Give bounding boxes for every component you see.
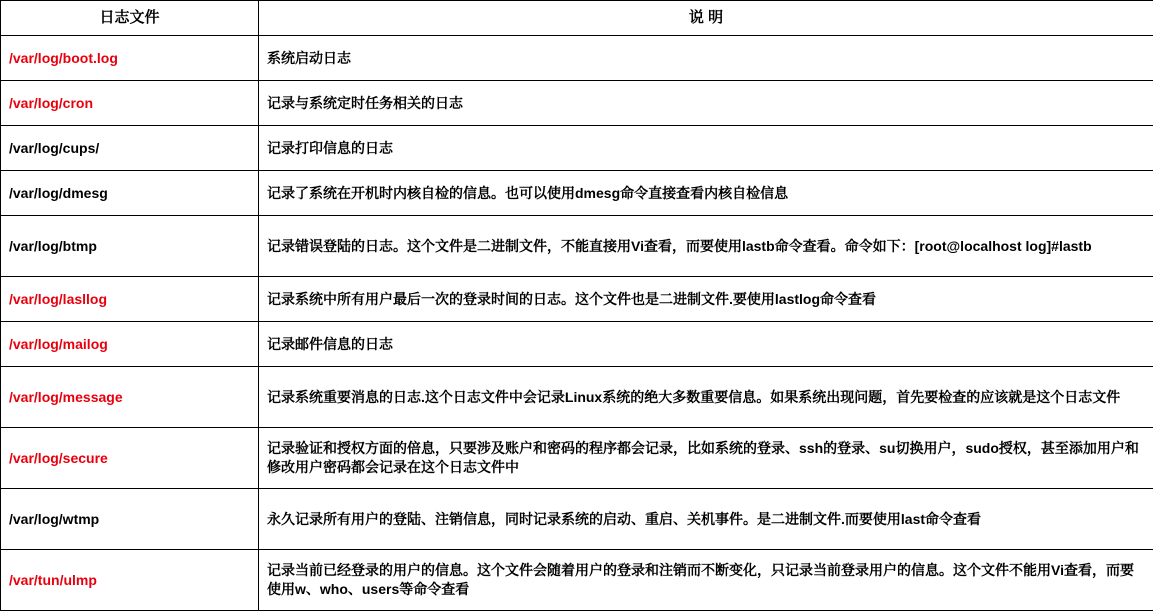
- table-row: [1, 126, 1153, 171]
- column-header-description: 说 明: [259, 1, 1153, 36]
- log-file-description: 记录了系统在开机时内核自检的信息。也可以使用dmesg命令直接查看内核自检信息: [259, 171, 1153, 216]
- log-file-path: /var/log/cups/: [1, 126, 259, 171]
- log-file-path: /var/log/lasllog: [1, 277, 259, 322]
- log-file-path: /var/log/wtmp: [1, 489, 259, 550]
- table-row: [1, 322, 1153, 367]
- log-file-description: 记录与系统定时任务相关的日志: [259, 81, 1153, 126]
- log-file-path: /var/log/cron: [1, 81, 259, 126]
- table-row: [1, 550, 1153, 611]
- log-file-description: 记录系统重要消息的日志.这个日志文件中会记录Linux系统的绝大多数重要信息。如果系统出现问题，首先要检查的应该就是这个日志文件: [259, 367, 1153, 428]
- table-row: [1, 36, 1153, 81]
- log-file-path: /var/log/secure: [1, 428, 259, 489]
- log-file-path: /var/tun/ulmp: [1, 550, 259, 611]
- log-file-description: 记录系统中所有用户最后一次的登录时间的日志。这个文件也是二进制文件.要使用lastlog命令查看: [259, 277, 1153, 322]
- table-head: [1, 1, 1153, 36]
- table-row: [1, 171, 1153, 216]
- table-body: [1, 36, 1153, 611]
- log-file-description: 记录打印信息的日志: [259, 126, 1153, 171]
- table-row: [1, 489, 1153, 550]
- table-row: [1, 367, 1153, 428]
- log-file-description: 永久记录所有用户的登陆、注销信息，同时记录系统的启动、重启、关机事件。是二进制文件.而要使用last命令查看: [259, 489, 1153, 550]
- log-file-description: 系统启动日志: [259, 36, 1153, 81]
- log-file-description: 记录错误登陆的日志。这个文件是二进制文件，不能直接用Vi查看，而要使用lastb命令查看。命令如下：[root@localhost log]#lastb: [259, 216, 1153, 277]
- column-header-file: 日志文件: [1, 1, 259, 36]
- table-header-row: [1, 1, 1153, 36]
- log-file-path: /var/log/message: [1, 367, 259, 428]
- log-file-path: /var/log/btmp: [1, 216, 259, 277]
- table-row: [1, 81, 1153, 126]
- log-file-description: 记录验证和授权方面的倍息，只要涉及账户和密码的程序都会记录，比如系统的登录、ssh的登录、su切换用户，sudo授权，甚至添加用户和修改用户密码都会记录在这个日志文件中: [259, 428, 1153, 489]
- log-file-path: /var/log/boot.log: [1, 36, 259, 81]
- table-row: [1, 428, 1153, 489]
- log-file-description: 记录当前已经登录的用户的信息。这个文件会随着用户的登录和注销而不断变化，只记录当前登录用户的信息。这个文件不能用Vi查看，而要使用w、who、users等命令查看: [259, 550, 1153, 611]
- log-file-path: /var/log/dmesg: [1, 171, 259, 216]
- table-row: [1, 216, 1153, 277]
- log-file-description: 记录邮件信息的日志: [259, 322, 1153, 367]
- table-row: [1, 277, 1153, 322]
- log-file-path: /var/log/mailog: [1, 322, 259, 367]
